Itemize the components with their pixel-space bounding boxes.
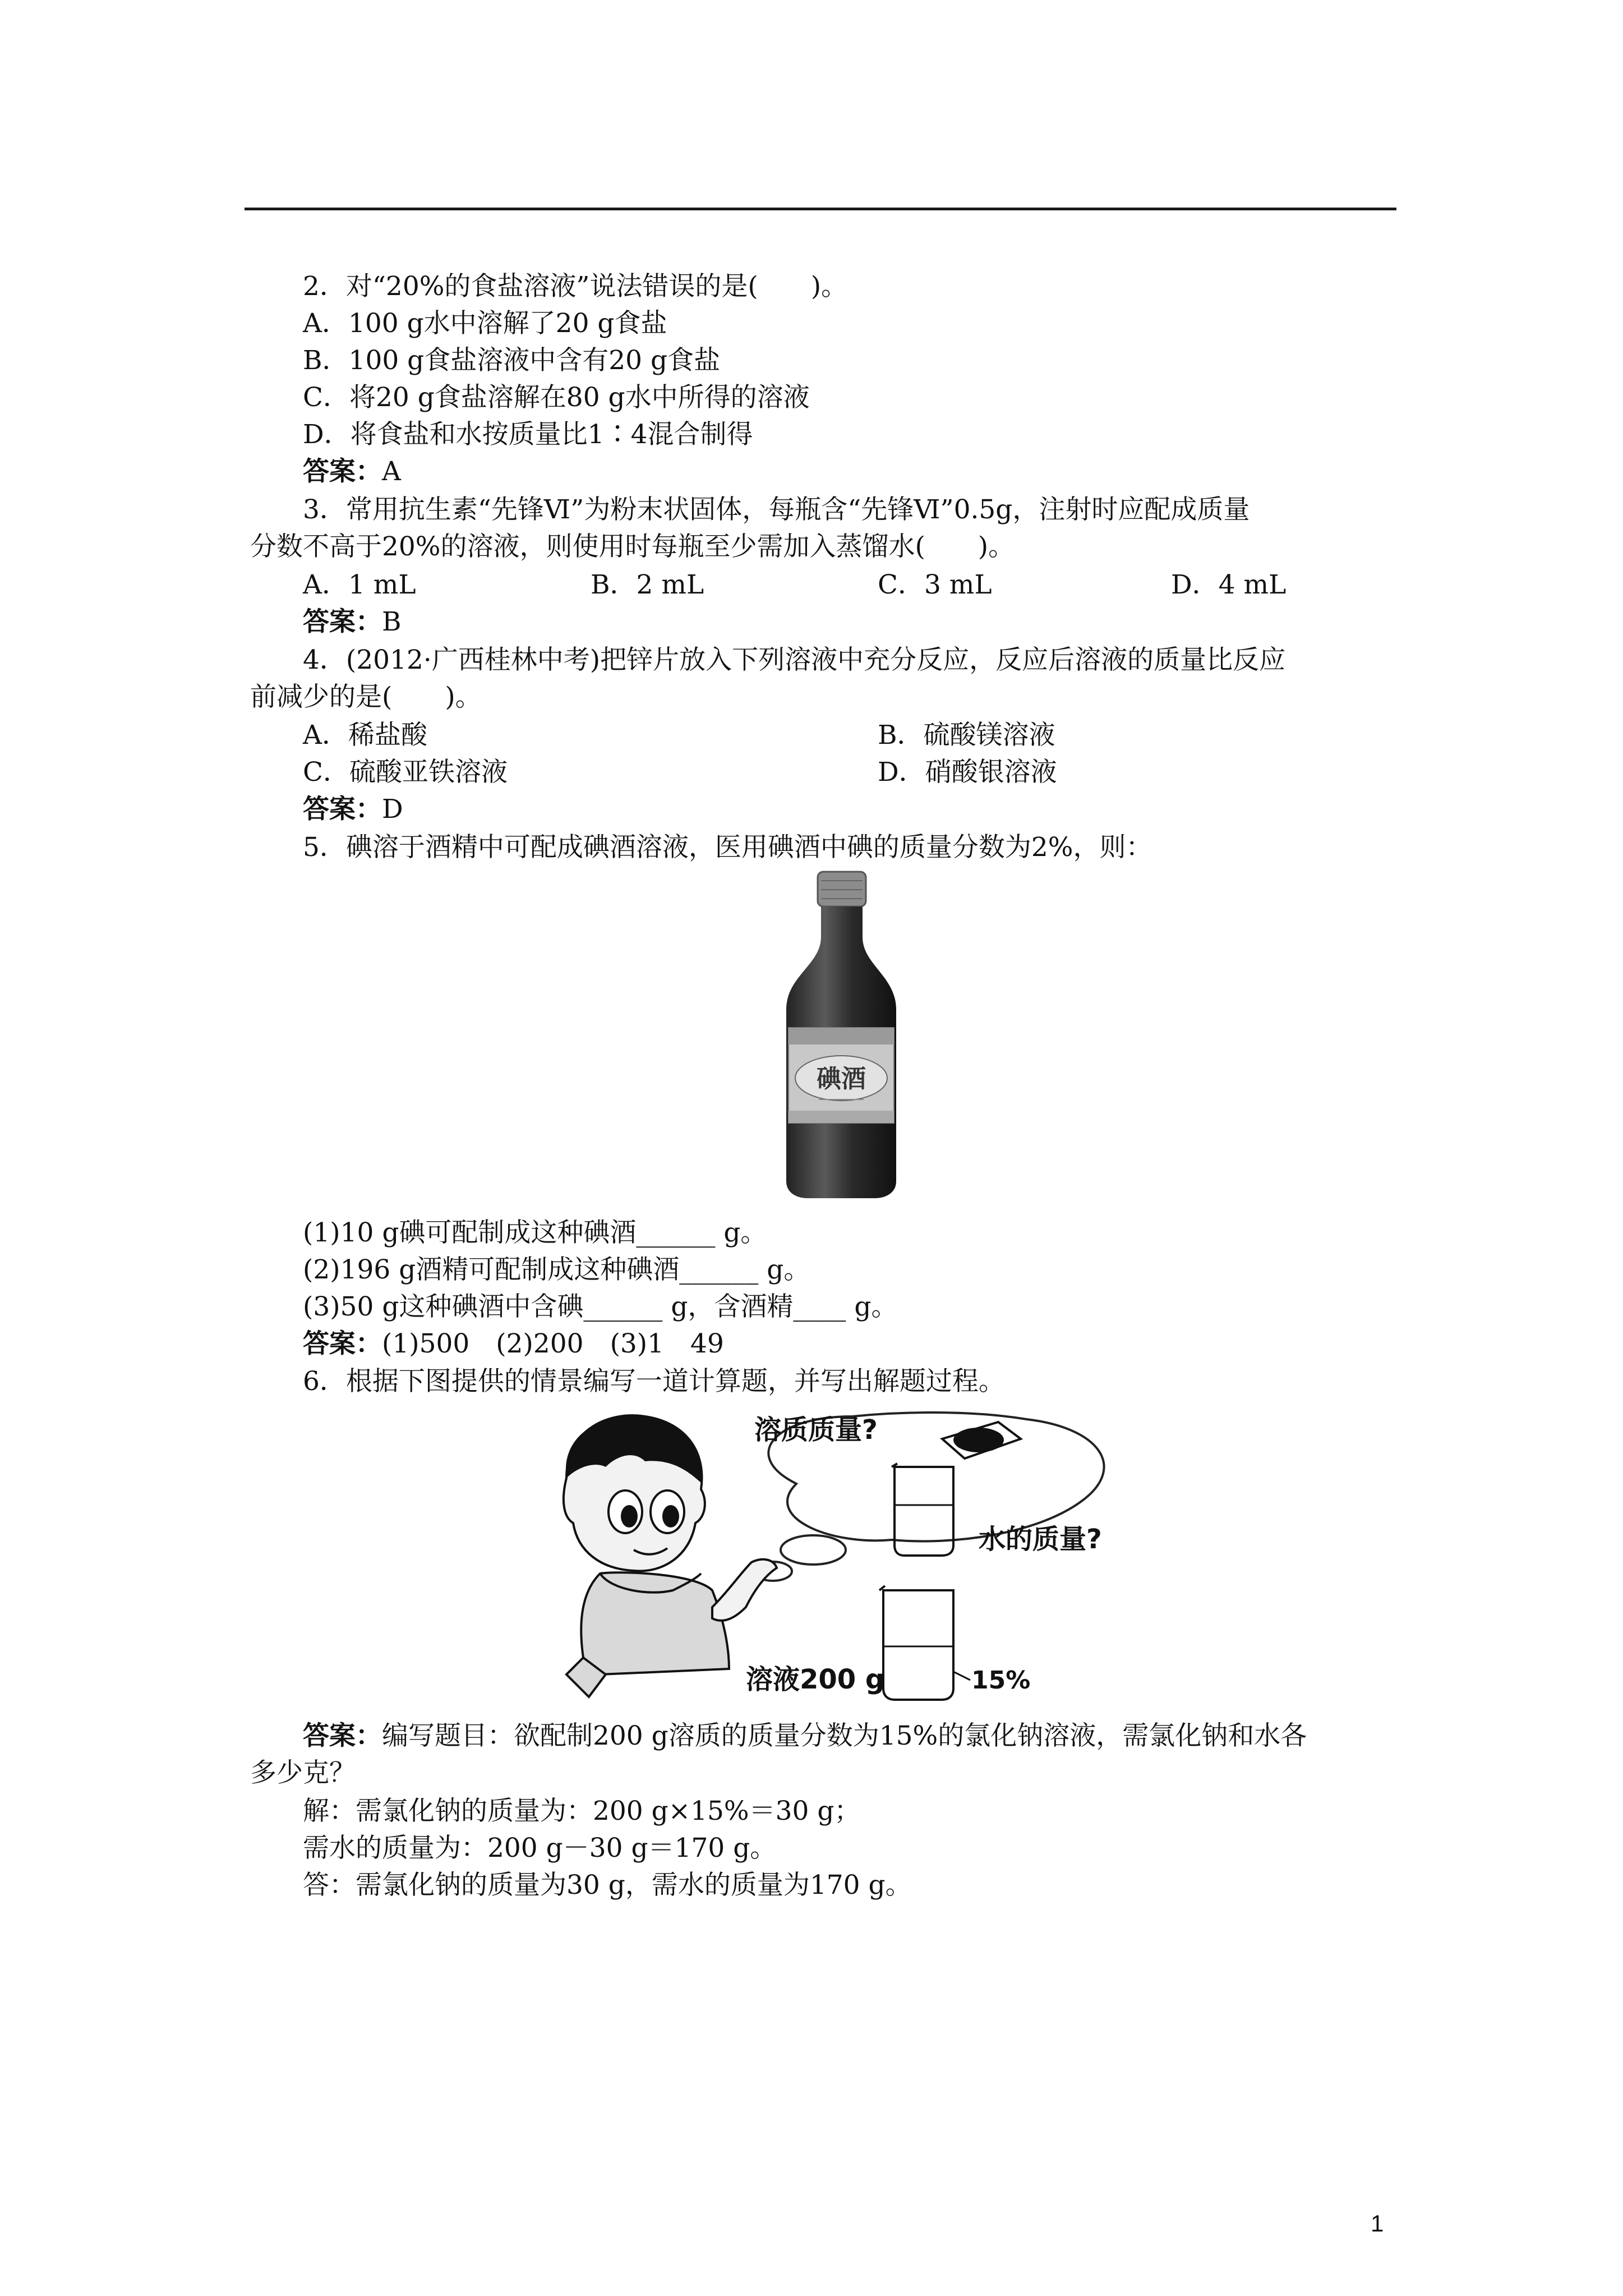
bottle-label-text: 碘酒 — [817, 1065, 866, 1093]
q6-answer-text-1: 编写题目：欲配制200 g溶质的质量分数为15%的氯化钠溶液，需氯化钠和水各 — [382, 1720, 1307, 1751]
q3-answer-line — [303, 604, 402, 641]
q3-option-d: D．4 mL — [1171, 569, 1287, 600]
q3-option-b: B．2 mL — [591, 569, 704, 600]
water-question-text: 水的质量? — [979, 1524, 1102, 1555]
solute-question-text: 溶质质量? — [754, 1414, 878, 1446]
answer-label: 答案： — [303, 1720, 382, 1751]
q2-answer: A — [382, 456, 401, 487]
q2-option-c: C．将20 g食盐溶解在80 g水中所得的溶液 — [303, 382, 810, 413]
boy-cartoon-illustration — [564, 1415, 777, 1697]
q6-answer-line2: 多少克？ — [250, 1757, 356, 1788]
q5-sub-2: (2)196 g酒精可配制成这种碘酒______ g。 — [303, 1254, 810, 1285]
q4-option-a: A．稀盐酸 — [303, 720, 427, 751]
q3-stem-line1: 3．常用抗生素“先锋Ⅵ”为粉末状固体，每瓶含“先锋Ⅵ”0.5g，注射时应配成质量 — [303, 494, 1250, 525]
iodine-bottle-illustration — [774, 869, 909, 1200]
q6-solution-1: 解：需氯化钠的质量为：200 g×15%＝30 g； — [303, 1796, 861, 1826]
q6-solution-3: 答：需氯化钠的质量为30 g，需水的质量为170 g。 — [303, 1870, 912, 1901]
lower-beaker-icon — [879, 1586, 953, 1700]
q2-option-d: D．将食盐和水按质量比1∶4混合制得 — [303, 419, 753, 450]
q6-answer-line1 — [303, 1718, 1307, 1755]
answer-label: 答案： — [303, 456, 382, 487]
q3-option-a: A．1 mL — [303, 569, 416, 600]
q2-answer-line — [303, 453, 401, 490]
q4-option-d: D．硝酸银溶液 — [878, 757, 1057, 788]
q5-stem: 5．碘溶于酒精中可配成碘酒溶液，医用碘酒中碘的质量分数为2%，则： — [303, 832, 1152, 863]
q6-solution-2: 需水的质量为：200 g－30 g＝170 g。 — [303, 1833, 777, 1864]
percent-label: 15% — [971, 1666, 1031, 1695]
answer-label: 答案： — [303, 794, 382, 825]
q3-option-c: C．3 mL — [878, 569, 992, 600]
q2-option-a: A．100 g水中溶解了20 g食盐 — [303, 308, 667, 339]
q4-stem-line1: 4．(2012·广西桂林中考)把锌片放入下列溶液中充分反应，反应后溶液的质量比反应 — [303, 645, 1286, 675]
q5-sub-3: (3)50 g这种碘酒中含碘______ g，含酒精____ g。 — [303, 1291, 898, 1322]
q4-answer-line — [303, 791, 403, 828]
answer-label: 答案： — [303, 1328, 382, 1359]
q4-option-c: C．硫酸亚铁溶液 — [303, 757, 508, 788]
q6-figure — [561, 1405, 1133, 1708]
q5-sub-1: (1)10 g碘可配制成这种碘酒______ g。 — [303, 1217, 767, 1248]
solution-mass-label: 溶液200 g — [746, 1664, 885, 1695]
q2-stem: 2．对“20%的食盐溶液”说法错误的是( )。 — [303, 271, 848, 302]
q4-stem-line2: 前减少的是( )。 — [250, 682, 482, 712]
q6-stem: 6．根据下图提供的情景编写一道计算题，并写出解题过程。 — [303, 1366, 1005, 1397]
q5-answer: (1)500 (2)200 (3)1 49 — [382, 1328, 724, 1359]
q4-option-b: B．硫酸镁溶液 — [878, 720, 1055, 751]
q4-answer: D — [382, 794, 403, 825]
page-number: 1 — [1371, 2210, 1384, 2237]
answer-label: 答案： — [303, 606, 382, 637]
header-rule — [245, 208, 1396, 210]
q2-option-b: B．100 g食盐溶液中含有20 g食盐 — [303, 345, 721, 376]
q3-answer: B — [382, 606, 402, 637]
q3-stem-line2: 分数不高于20%的溶液，则使用时每瓶至少需加入蒸馏水( )。 — [250, 531, 1015, 562]
q5-answer-line — [303, 1326, 724, 1363]
